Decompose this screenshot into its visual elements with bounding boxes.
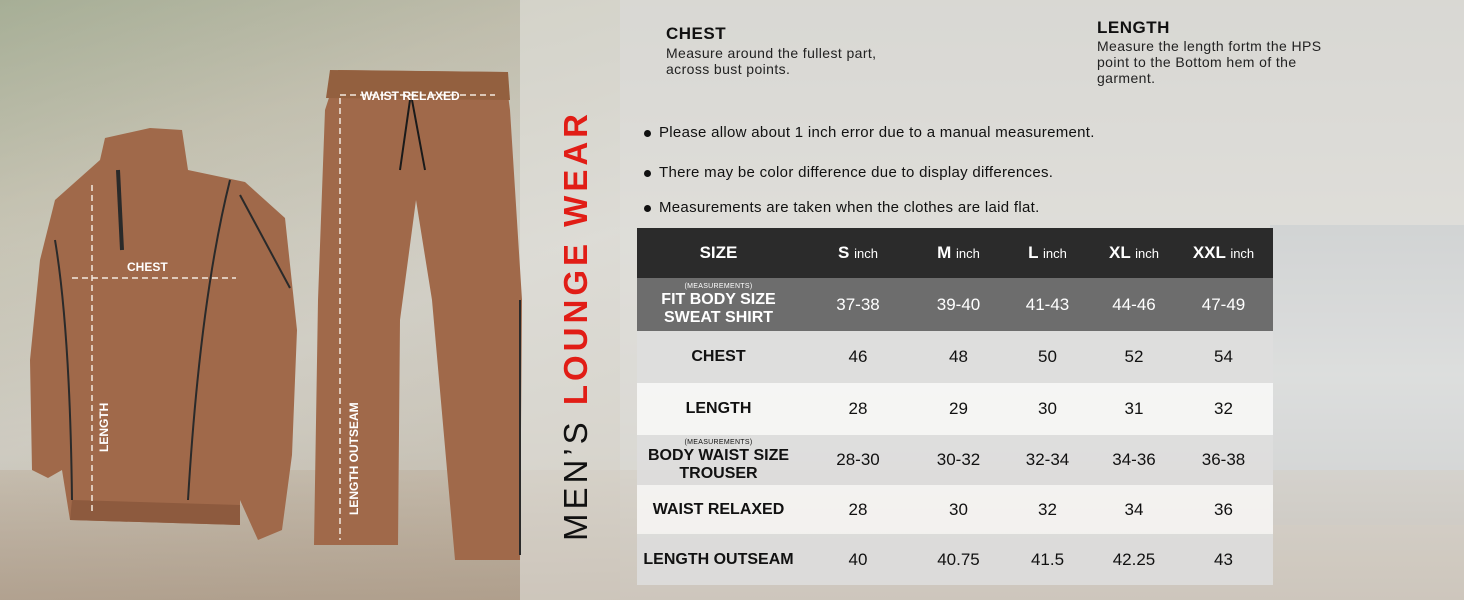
sweatshirt-image	[30, 128, 297, 540]
table-cell: 32	[1038, 499, 1057, 519]
table-cell: 41.5	[1030, 549, 1065, 569]
table-cell: 42.25	[1112, 549, 1156, 569]
table-cell: 30	[949, 499, 968, 519]
table-cell: 28-30	[836, 450, 880, 469]
table-cell: 48	[949, 347, 968, 366]
table-row-chest	[637, 331, 1273, 383]
table-cell: 40.75	[937, 549, 980, 569]
row-label: CHEST	[691, 348, 746, 365]
row-label: (MEASUREMENTS) BODY WAIST SIZE TROUSER	[647, 438, 790, 482]
table-cell: 30	[1038, 399, 1057, 418]
table-cell: 37-38	[836, 294, 880, 314]
table-cell: 52	[1124, 347, 1144, 366]
table-cell: 46	[848, 347, 868, 366]
garment-label-length-outseam: LENGTH OUTSEAM	[347, 402, 361, 515]
length-definition-line: Measure the length fortm the HPS	[1097, 38, 1322, 54]
table-cell: 44-46	[1112, 294, 1156, 314]
header-size-s: S inch	[838, 243, 878, 262]
title-part-lounge-wear: LOUNGE WEAR	[557, 109, 594, 406]
garment-label-chest: CHEST	[127, 260, 168, 274]
row-label: LENGTH OUTSEAM	[643, 550, 794, 568]
note-laid-flat: Measurements are taken when the clothes are laid flat.	[659, 199, 1040, 216]
length-definition-line: point to the Bottom hem of the	[1097, 54, 1297, 70]
row-label: (MEASUREMENTS) FIT BODY SIZE SWEAT SHIRT	[661, 283, 776, 326]
trousers-image	[314, 70, 522, 560]
table-row-body-waist-size	[637, 435, 1273, 485]
row-label: LENGTH	[685, 400, 752, 417]
table-cell: 36	[1214, 499, 1233, 519]
table-cell: 39-40	[936, 294, 981, 314]
note-measurement-error: Please allow about 1 inch error due to a manual measurement.	[659, 124, 1095, 141]
table-cell: 50	[1038, 347, 1057, 366]
table-row-length	[637, 383, 1273, 435]
table-cell: 40	[848, 549, 868, 569]
garment-label-waist-relaxed: WAIST RELAXED	[361, 89, 460, 103]
header-size-label: SIZE	[699, 243, 738, 262]
table-cell: 28	[848, 399, 868, 418]
header-size-xxl: XXL inch	[1192, 243, 1255, 262]
chest-definition-line: across bust points.	[666, 61, 791, 77]
chest-definition-line: Measure around the fullest part,	[666, 45, 877, 61]
chest-definition-title: CHEST	[666, 24, 727, 43]
table-row-waist-relaxed	[637, 485, 1273, 534]
row-label: WAIST RELAXED	[652, 500, 785, 518]
table-cell: 29	[949, 399, 968, 418]
table-cell: 47-49	[1201, 294, 1246, 314]
garment-label-length: LENGTH	[97, 402, 111, 452]
header-size-m: M inch	[937, 243, 980, 262]
garment-illustration	[0, 0, 620, 600]
table-cell: 32-34	[1025, 450, 1070, 469]
header-size-l: L inch	[1028, 243, 1067, 262]
table-cell: 34	[1124, 499, 1144, 519]
table-cell: 30-32	[936, 450, 981, 469]
table-cell: 32	[1214, 399, 1233, 418]
size-chart-table	[637, 228, 1273, 585]
table-cell: 34-36	[1112, 450, 1156, 469]
table-header-row	[637, 228, 1273, 278]
table-cell: 28	[848, 499, 868, 519]
table-row-length-outseam	[637, 534, 1273, 585]
note-color-difference: There may be color difference due to display differences.	[659, 164, 1054, 181]
length-definition-line: garment.	[1097, 70, 1156, 86]
table-row-fit-body-size	[637, 278, 1273, 331]
chest-definition-text	[666, 45, 876, 77]
table-cell: 41-43	[1025, 294, 1070, 314]
table-cell: 31	[1124, 399, 1144, 418]
length-definition-title: LENGTH	[1097, 18, 1170, 37]
length-definition-text	[1097, 38, 1321, 86]
table-cell: 43	[1214, 549, 1233, 569]
table-cell: 54	[1214, 347, 1233, 366]
title-part-mens: MEN’S	[557, 405, 594, 541]
header-size-xl: XL inch	[1108, 243, 1159, 262]
page-title	[557, 110, 595, 541]
table-cell: 36-38	[1201, 450, 1246, 469]
